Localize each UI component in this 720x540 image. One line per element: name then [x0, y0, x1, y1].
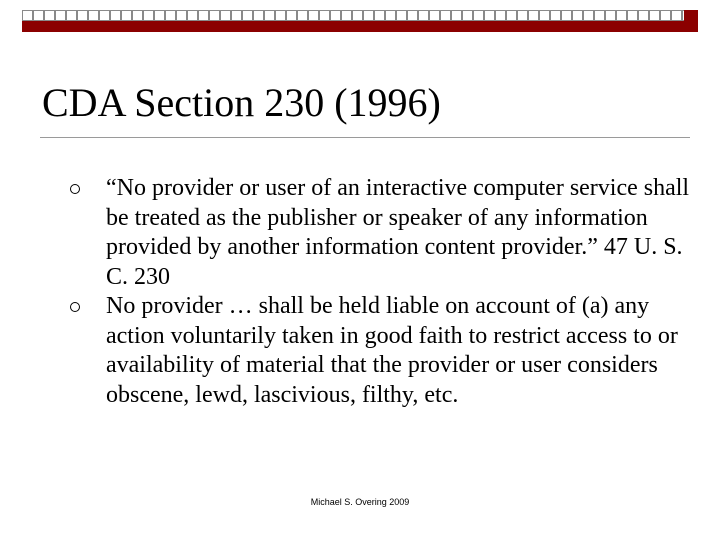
- grid-cell: [606, 11, 616, 21]
- grid-cell: [661, 11, 671, 21]
- footer-credit: Michael S. Overing 2009: [310, 497, 410, 507]
- grid-cell: [551, 11, 561, 21]
- grid-cell: [408, 11, 418, 21]
- grid-cell: [133, 11, 143, 21]
- grid-cell: [188, 11, 198, 21]
- grid-cell: [166, 11, 176, 21]
- grid-cell: [342, 11, 352, 21]
- grid-cell: [628, 11, 638, 21]
- grid-cell: [243, 11, 253, 21]
- grid-cell: [650, 11, 660, 21]
- grid-cell: [56, 11, 66, 21]
- grid-cell: [507, 11, 517, 21]
- grid-cell: [529, 11, 539, 21]
- grid-cell: [210, 11, 220, 21]
- grid-cell: [540, 11, 550, 21]
- grid-cell: [386, 11, 396, 21]
- grid-cell: [89, 11, 99, 21]
- grid-cell: [298, 11, 308, 21]
- grid-cell: [463, 11, 473, 21]
- grid-cell: [199, 11, 209, 21]
- grid-cell: [672, 11, 682, 21]
- grid-cell: [309, 11, 319, 21]
- grid-cell: [45, 11, 55, 21]
- bullet-text: No provider … shall be held liable on account of (a) any action voluntarily taken in good faith to restrict access to or availability of material that the provider or user considers obscene, lewd, lascivious, filthy, etc.: [106, 293, 678, 408]
- grid-cell: [34, 11, 44, 21]
- grid-cell: [364, 11, 374, 21]
- grid-cell: [474, 11, 484, 21]
- grid-cell: [111, 11, 121, 21]
- bullet-item: [70, 174, 690, 292]
- grid-cell: [23, 11, 33, 21]
- grid-cell: [518, 11, 528, 21]
- grid-cell: [155, 11, 165, 21]
- grid-cell: [584, 11, 594, 21]
- bullet-list: [70, 174, 690, 410]
- grid-cell: [595, 11, 605, 21]
- grid-cell: [419, 11, 429, 21]
- grid-cell: [67, 11, 77, 21]
- title-divider: [40, 137, 690, 138]
- grid-cell: [617, 11, 627, 21]
- grid-cell: [221, 11, 231, 21]
- grid-cell: [485, 11, 495, 21]
- hollow-circle-bullet-icon: [70, 184, 80, 194]
- grid-cell: [254, 11, 264, 21]
- grid-cell: [265, 11, 275, 21]
- slide-title: CDA Section 230 (1996): [42, 80, 441, 125]
- grid-cell: [353, 11, 363, 21]
- grid-cell: [232, 11, 242, 21]
- grid-cell: [639, 11, 649, 21]
- decorative-grid-banner: [22, 10, 698, 32]
- grid-cell: [122, 11, 132, 21]
- grid-cell: [397, 11, 407, 21]
- grid-cell: [452, 11, 462, 21]
- bullet-item: [70, 292, 690, 410]
- grid-cells: [23, 11, 699, 21]
- grid-cell: [177, 11, 187, 21]
- grid-cell: [100, 11, 110, 21]
- banner-red-stripe: [22, 21, 698, 32]
- grid-cell: [573, 11, 583, 21]
- grid-cell: [562, 11, 572, 21]
- grid-cell: [331, 11, 341, 21]
- grid-cell: [496, 11, 506, 21]
- grid-cell: [430, 11, 440, 21]
- hollow-circle-bullet-icon: [70, 302, 80, 312]
- banner-red-block: [684, 10, 698, 32]
- grid-cell: [320, 11, 330, 21]
- grid-cell: [276, 11, 286, 21]
- grid-cell: [78, 11, 88, 21]
- bullet-text: “No provider or user of an interactive computer service shall be treated as the publisher or speaker of any information provided by another information content provider.” 47 U. S. C. 230: [106, 175, 690, 290]
- grid-cell: [441, 11, 451, 21]
- grid-cell: [375, 11, 385, 21]
- grid-cell: [287, 11, 297, 21]
- grid-cell: [144, 11, 154, 21]
